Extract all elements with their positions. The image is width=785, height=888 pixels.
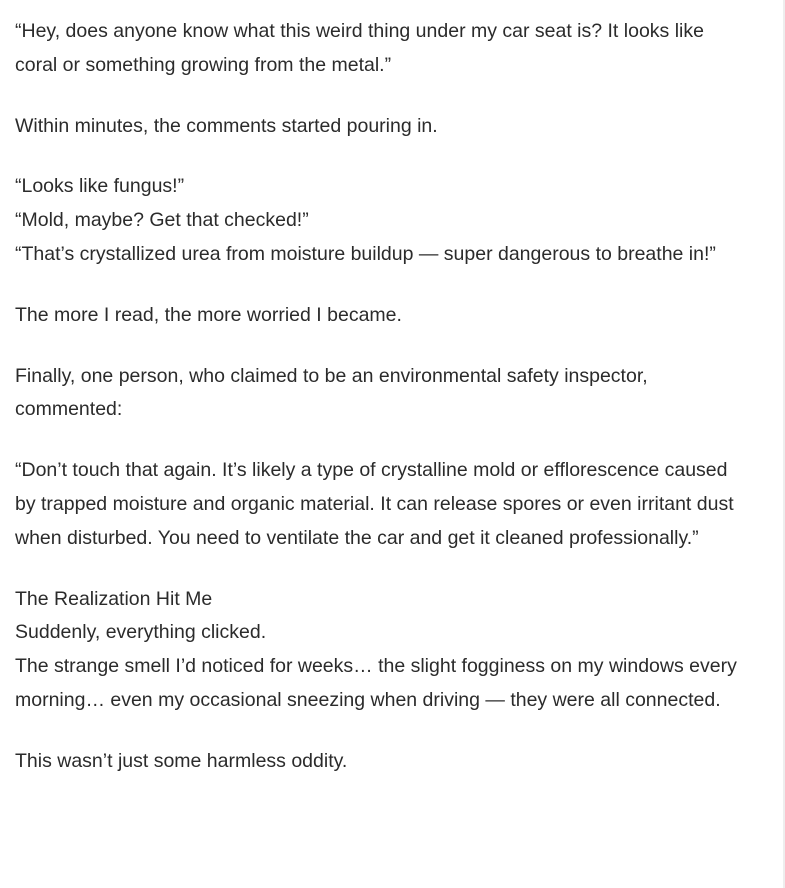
text-line: The more I read, the more worried I became.	[15, 303, 402, 326]
quote-line: “Don’t touch that again. It’s likely a type of crystalline mold or efflorescence caused by trapped moisture and organic material. It can release spores or even irritant dust when disturbed. You need to ventilate the car and get it cleaned professionally.”	[15, 459, 734, 549]
quote-line: “Mold, maybe? Get that checked!”	[15, 209, 309, 232]
quote-line: “That’s crystallized urea from moisture buildup — super dangerous to breathe in!”	[15, 242, 716, 265]
paragraph-worried	[15, 299, 745, 333]
text-line: Within minutes, the comments started pouring in.	[15, 114, 438, 137]
quote-line: “Hey, does anyone know what this weird thing under my car seat is? It looks like coral or something growing from the metal.”	[15, 20, 704, 76]
article-body	[15, 15, 745, 806]
text-line: Suddenly, everything clicked.	[15, 621, 267, 644]
paragraph-realization	[15, 583, 745, 718]
paragraph-inspector-quote	[15, 454, 745, 555]
section-heading: The Realization Hit Me	[15, 587, 213, 610]
text-line: Finally, one person, who claimed to be an environmental safety inspector, commented:	[15, 364, 648, 421]
text-line: This wasn’t just some harmless oddity.	[15, 749, 348, 772]
paragraph-car-seat-question	[15, 15, 745, 83]
text-line: The strange smell I’d noticed for weeks… the slight fogginess on my windows every morning… even my occasional sneezing when driving — they were all connected.	[15, 655, 737, 711]
paragraph-comment-quotes	[15, 170, 745, 271]
paragraph-comments-pouring	[15, 110, 745, 144]
paragraph-harmless-oddity	[15, 745, 745, 779]
paragraph-inspector-intro	[15, 360, 745, 428]
quote-line: “Looks like fungus!”	[15, 175, 185, 198]
